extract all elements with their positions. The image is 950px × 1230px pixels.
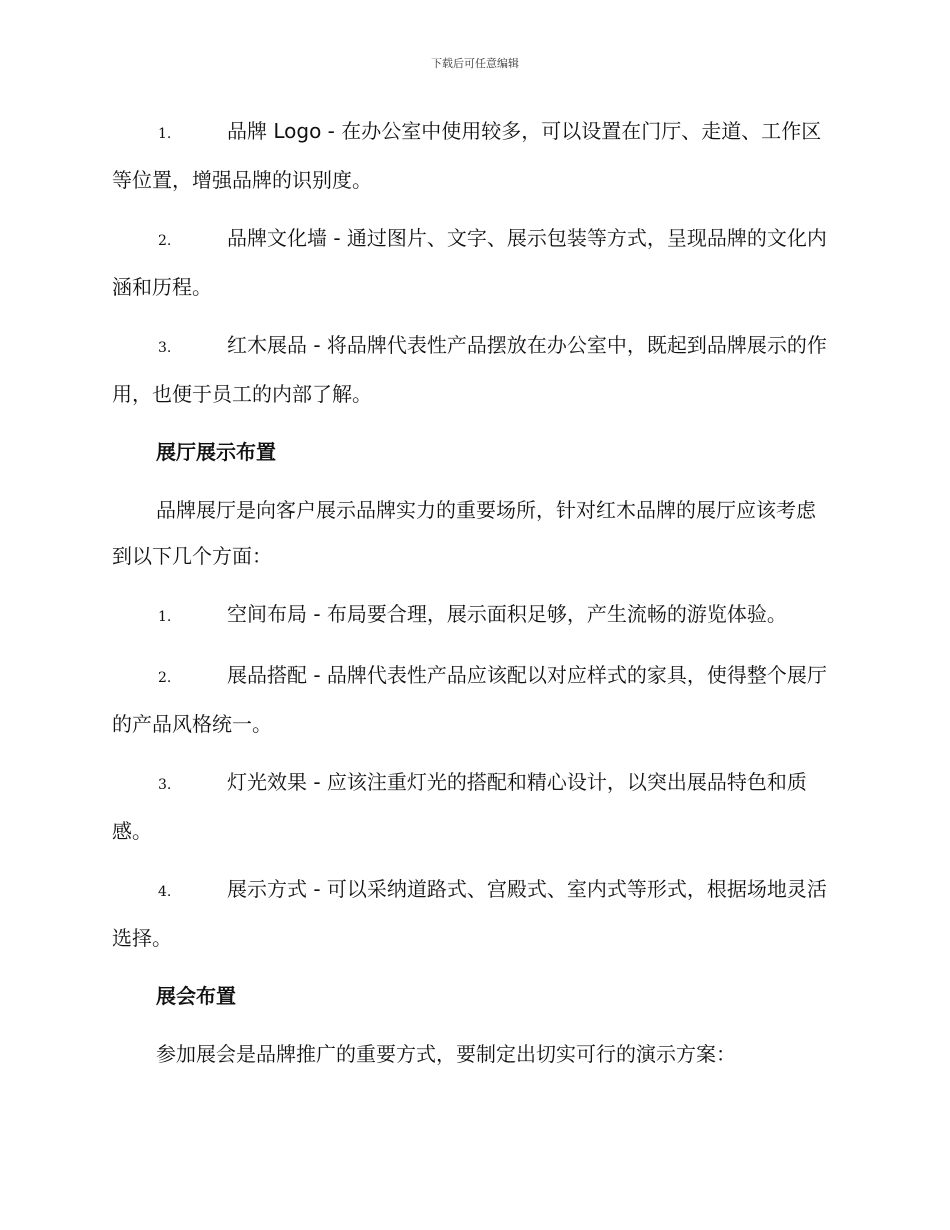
list-item bbox=[112, 759, 830, 854]
list-number: 4. bbox=[158, 884, 172, 900]
list-number: 3. bbox=[158, 777, 172, 793]
list-item bbox=[112, 866, 830, 961]
list-text: 灯光效果 - 应该注重灯光的搭配和精心设计，以突出展品特色和质感。 bbox=[112, 770, 807, 843]
section-heading-showroom: 展厅展示布置 bbox=[156, 440, 276, 464]
section-intro-showroom: 品牌展厅是向客户展示品牌实力的重要场所，针对红木品牌的展厅应该考虑到以下几个方面： bbox=[112, 498, 816, 568]
list-text: 红木展品 - 将品牌代表性产品摆放在办公室中，既起到品牌展示的作用，也便于员工的内部了解。 bbox=[112, 333, 827, 406]
list-text: 空间布局 - 布局要合理，展示面积足够，产生流畅的游览体验。 bbox=[227, 602, 787, 626]
list-text: 展示方式 - 可以采纳道路式、宫殿式、室内式等形式，根据场地灵活选择。 bbox=[112, 877, 827, 950]
list-number: 3. bbox=[158, 340, 172, 356]
section-intro-exhibition: 参加展会是品牌推广的重要方式，要制定出切实可行的演示方案： bbox=[156, 1042, 736, 1066]
list-number: 1. bbox=[158, 609, 172, 625]
list-text: 品牌文化墙 - 通过图片、文字、展示包装等方式，呈现品牌的文化内涵和历程。 bbox=[112, 226, 827, 299]
header-note: 下载后可任意编辑 bbox=[431, 57, 519, 70]
list-item bbox=[112, 591, 830, 640]
list-item bbox=[112, 322, 830, 417]
list-item bbox=[112, 108, 830, 203]
list-item bbox=[112, 652, 830, 747]
section-heading-exhibition: 展会布置 bbox=[156, 984, 236, 1008]
list-text: 品牌 Logo - 在办公室中使用较多，可以设置在门厅、走道、工作区等位置，增强品牌的识别度。 bbox=[112, 119, 822, 192]
list-item bbox=[112, 215, 830, 310]
list-number: 1. bbox=[158, 126, 172, 142]
list-text: 展品搭配 - 品牌代表性产品应该配以对应样式的家具，使得整个展厅的产品风格统一。 bbox=[112, 663, 827, 736]
list-number: 2. bbox=[158, 233, 172, 249]
list-number: 2. bbox=[158, 670, 172, 686]
document-body bbox=[112, 108, 830, 1089]
